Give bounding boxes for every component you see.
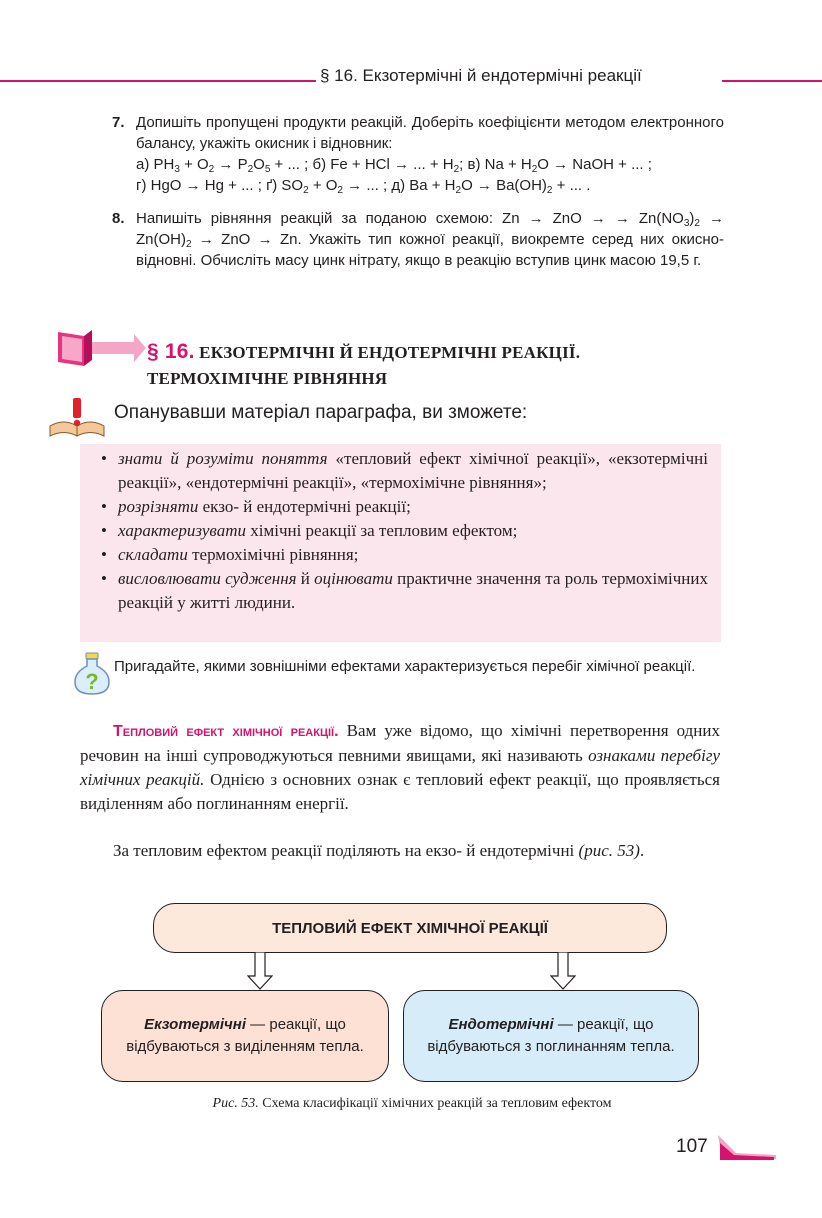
open-book-exclamation-icon (48, 396, 106, 440)
exercise-8 (112, 208, 724, 271)
diagram-endothermic-node: Ендотермічні — реакції, що відбуваються з поглинанням тепла. (403, 990, 699, 1082)
flask-question-icon (72, 652, 112, 696)
paragraph-classification: За тепловим ефектом реакції поділяють на екзо- й ендотермічні (рис. 53). (113, 841, 645, 860)
exercise-text: Напишіть рівняння реакцій за поданою схемою: Zn → ZnO → → $Zn(NO_3)_2 \to Zn(OH)_2$ → ZnO → Zn. Укажіть тип кожної реакції, виокремте серед них окисно-відновні. Обчисліть масу цинк нітрату, якщо в реакцію вступив цинк масою 19,5 г. (136, 210, 725, 269)
figure-reference: (рис. 53) (578, 841, 640, 860)
objective-item: • складати термохімічні рівняння; (118, 543, 708, 567)
objective-item: • характеризувати хімічні реакції за тепловим ефектом; (118, 519, 708, 543)
book-arrow-icon (56, 328, 146, 368)
header-rule-right (722, 80, 822, 82)
exercise-number: 7. (112, 114, 125, 131)
recall-question: Пригадайте, якими зовнішніми ефектами характеризується перебіг хімічної реакції. (114, 658, 696, 675)
objectives-list (118, 447, 708, 615)
exercise-equations-line-2: г) HgO → Hg + ... ; ґ) $SO_2 + O_2$ → ... ; д) $Ba + H_2O \to Ba(OH)_2$ + ... . (136, 177, 591, 196)
exercise-text: Допишіть пропущені продукти реакцій. Доберіть коефіцієнти методом електронного балансу, укажіть окисник і відновник: (136, 114, 724, 152)
exercise-number: 8. (112, 210, 125, 227)
objective-item: • знати й розуміти поняття «тепловий ефект хімічної реакції», «екзотермічні реакції», «ендотермічні реакції», «термохімічне рівняння»; (118, 447, 708, 495)
objective-item: • висловлювати судження й оцінювати практичне значення та роль термохімічних реакцій у житті людини. (118, 567, 708, 615)
objectives-box (80, 444, 721, 642)
header-rule-left (0, 80, 316, 82)
page-corner-decoration-icon (716, 1133, 778, 1163)
svg-text:?: ? (85, 669, 99, 694)
diagram-root-node: ТЕПЛОВИЙ ЕФЕКТ ХІМІЧНОЇ РЕАКЦІЇ (153, 903, 667, 953)
section-title-line-1: ЕКЗОТЕРМІЧНІ Й ЕНДОТЕРМІЧНІ РЕАКЦІЇ. (199, 343, 581, 362)
section-title-line-2: ТЕРМОХІМІЧНЕ РІВНЯННЯ (147, 369, 388, 388)
exothermic-term: Екзотермічні (144, 1016, 247, 1033)
arrow-down-icon (550, 952, 576, 990)
arrow-down-icon (247, 952, 273, 990)
paragraph-heading: Тепловий ефект хімічної реакції. (113, 723, 339, 740)
section-number: § 16. (147, 340, 195, 363)
exercise-7 (112, 112, 724, 196)
objectives-intro: Опанувавши матеріал параграфа, ви зможете: (114, 402, 528, 423)
exercise-equations-line-1: а) $PH_3 + O_2 \to P_2O_5$ + ... ; б) Fe + HCl → ... + $H_2$; в) $Na + H_2O$ → NaOH + ... ; (136, 156, 652, 175)
diagram-exothermic-node: Екзотермічні — реакції, що відбуваються з виділенням тепла. (101, 990, 389, 1082)
page-number: 107 (676, 1136, 708, 1157)
figure-caption: Рис. 53. Схема класифікації хімічних реакцій за тепловим ефектом (212, 1096, 612, 1111)
running-header: § 16. Екзотермічні й ендотермічні реакції (320, 66, 642, 85)
endothermic-term: Ендотермічні (448, 1016, 554, 1033)
objective-item: • розрізняти екзо- й ендотермічні реакції; (118, 495, 708, 519)
paragraph-heat-effect: Тепловий ефект хімічної реакції. Вам уже відомо, що хімічні перетворення одних речовин на інші супроводжуються певними явищами, які називають ознаками перебігу хімічних реакцій. Однією з основних ознак є тепловий ефект реакції, що проявляється виділенням або поглинанням енергії. (80, 721, 720, 813)
section-title (147, 339, 580, 392)
